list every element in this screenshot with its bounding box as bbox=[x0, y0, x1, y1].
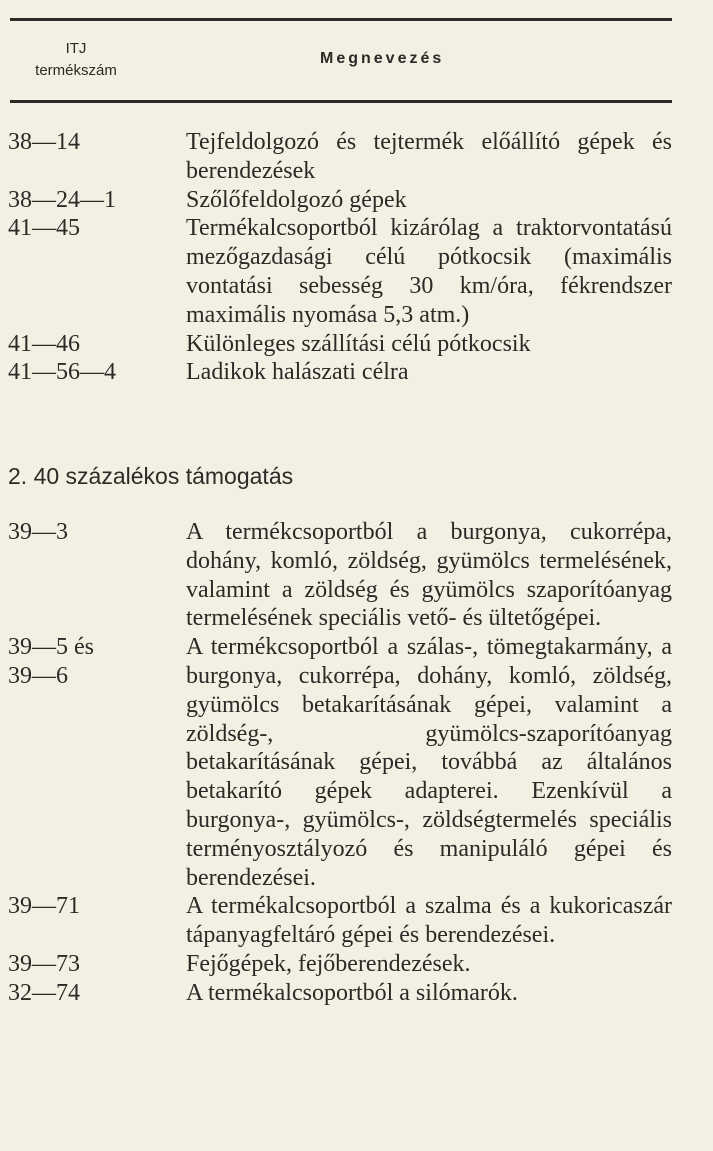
item-description: Tejfeldolgozó és tejtermék előállító gépek és berendezések bbox=[186, 129, 672, 184]
item-description: A termékcsoportból a burgonya, cukorrépa, dohány, komló, zöldség, gyümölcs termelésének, valamint a zöldség és gyümölcs szaporítóanyag termelésének speciális vető- és ültetőgépei. bbox=[186, 519, 672, 632]
header-megnevezes-label: Megnevezés bbox=[320, 50, 445, 67]
item-description: Fejőgépek, fejőberendezések. bbox=[186, 950, 471, 977]
item-code: 39—5 és 39—6 bbox=[8, 634, 94, 689]
item-code: 39—73 bbox=[8, 950, 80, 977]
item-code: 39—71 bbox=[8, 893, 80, 920]
table-row bbox=[8, 892, 698, 950]
header-top-rule bbox=[10, 18, 672, 21]
item-description: Különleges szállítási célú pótkocsik bbox=[186, 330, 531, 357]
table-row bbox=[8, 950, 698, 979]
product-list-group1 bbox=[8, 128, 698, 387]
table-row bbox=[8, 633, 698, 892]
table-row bbox=[8, 128, 698, 186]
header-itj-column bbox=[6, 38, 146, 82]
table-row bbox=[8, 518, 698, 633]
header-termekszam-label: termékszám bbox=[35, 62, 117, 79]
item-code: 38—14 bbox=[8, 129, 80, 155]
header-itj-label: ITJ bbox=[65, 40, 87, 57]
item-description: Szőlőfeldolgozó gépek bbox=[186, 186, 407, 213]
table-row bbox=[8, 979, 698, 1008]
item-code: 32—74 bbox=[8, 979, 80, 1006]
item-code: 41—56—4 bbox=[8, 359, 116, 386]
item-description: A termékalcsoportból a silómarók. bbox=[186, 979, 518, 1006]
header-bottom-rule bbox=[10, 100, 672, 103]
item-code: 39—3 bbox=[8, 519, 68, 545]
item-description: A termékcsoportból a szálas-, tömegtakarmány, a burgonya, cukorrépa, dohány, komló, zöldség, gyümölcs betakarításának gépei, valamint a zöldség-, gyümölcs-szaporítóanyag betakarításának gépei, továbbá az általános betakarító gépek adapterei. Ezenkívül a burgonya-, gyümölcs-, zöldségtermelés speciális terményosztályozó és manipuláló gépei és berendezései. bbox=[186, 634, 672, 891]
item-code: 41—45 bbox=[8, 215, 80, 242]
section-title: 2. 40 százalékos támogatás bbox=[8, 463, 294, 489]
item-description: A termékalcsoportból a szalma és a kukoricaszár tápanyagfeltáró gépei és berendezései. bbox=[186, 893, 672, 949]
table-row bbox=[8, 214, 698, 329]
table-row bbox=[8, 186, 698, 215]
item-code: 38—24—1 bbox=[8, 186, 116, 213]
item-code: 41—46 bbox=[8, 330, 80, 357]
table-row bbox=[8, 358, 698, 387]
item-description: Termékalcsoportból kizárólag a traktorvontatású mezőgazdasági célú pótkocsik (maximális vontatási sebesség 30 km/óra, fékrendszer maximális nyomása 5,3 atm.) bbox=[186, 215, 672, 328]
product-list-group2 bbox=[8, 518, 698, 1008]
table-row bbox=[8, 330, 698, 359]
item-description: Ladikok halászati célra bbox=[186, 359, 409, 386]
